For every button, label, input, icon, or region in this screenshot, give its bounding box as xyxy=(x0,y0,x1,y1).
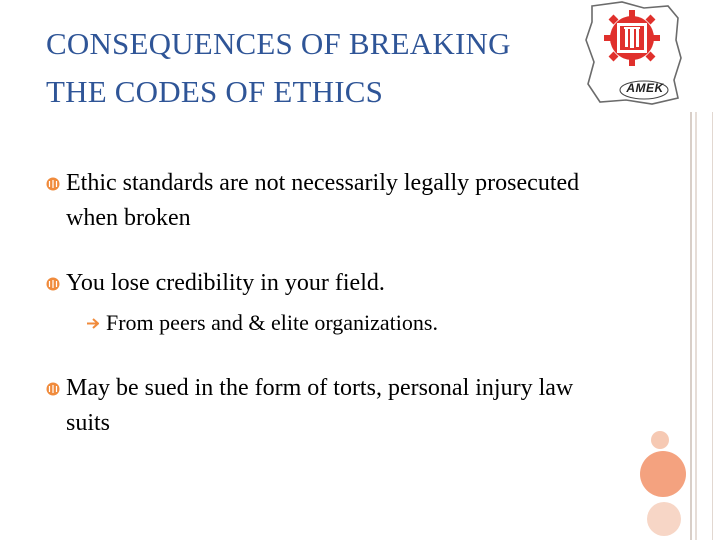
bullet-item xyxy=(46,371,616,441)
bullet-marker-icon xyxy=(46,382,60,396)
right-border-line xyxy=(690,112,692,540)
sub-bullet-text: From peers and & elite organizations. xyxy=(106,310,438,335)
amek-logo xyxy=(582,0,682,105)
slide-title-line-2: THE CODES OF ETHICS xyxy=(46,74,384,109)
logo-text: AMEK xyxy=(626,81,664,95)
bullet-text: Ethic standards are not necessarily legally prosecuted when broken xyxy=(66,170,580,231)
right-border-line xyxy=(695,112,697,540)
decorative-dot xyxy=(651,431,669,449)
bullet-text: You lose credibility in your field. xyxy=(66,270,385,296)
decorative-dot xyxy=(640,451,686,497)
bullet-marker-icon xyxy=(46,177,60,191)
decorative-dot xyxy=(647,502,681,536)
bullet-list xyxy=(46,166,616,441)
bullet-marker-icon xyxy=(46,277,60,291)
sub-bullet-marker-icon xyxy=(86,317,99,330)
right-border-line xyxy=(712,112,713,540)
bullet-item xyxy=(46,166,616,236)
sub-bullet-item xyxy=(66,305,616,341)
slide-title-line-1: CONSEQUENCES OF BREAKING xyxy=(46,26,511,61)
bullet-item xyxy=(46,266,616,341)
bullet-text: May be sued in the form of torts, personal injury law suits xyxy=(66,375,574,436)
